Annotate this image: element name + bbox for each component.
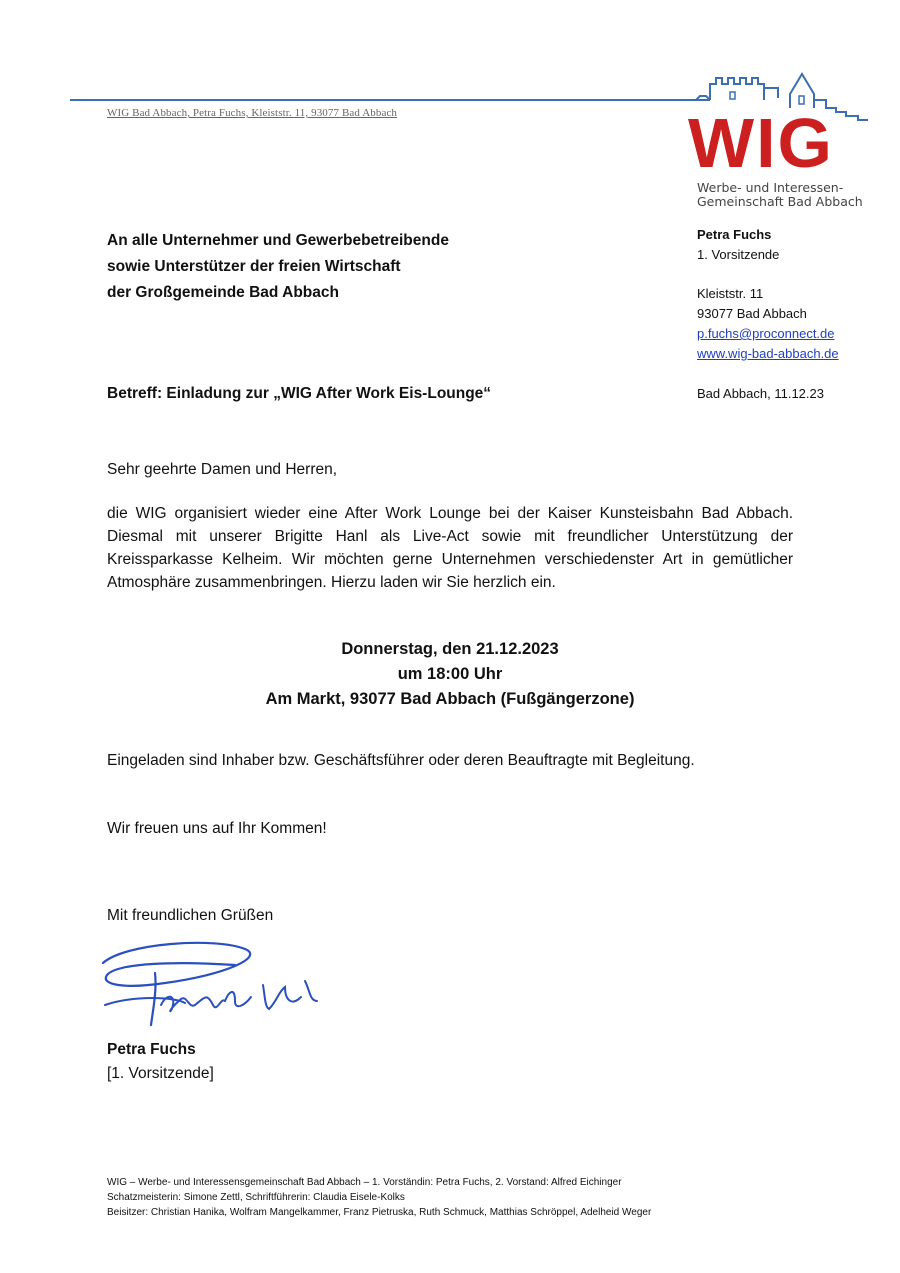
event-place: Am Markt, 93077 Bad Abbach (Fußgängerzone)	[265, 690, 635, 708]
logo-subtitle-line-1: Werbe- und Interessen-	[697, 180, 844, 195]
logo-subtitle-line-2: Gemeinschaft Bad Abbach	[697, 194, 863, 209]
sender-name: Petra Fuchs	[697, 227, 772, 242]
recipient-line-3: der Großgemeinde Bad Abbach	[107, 284, 339, 301]
greeting: Mit freundlichen Grüßen	[107, 907, 274, 924]
event-date: Donnerstag, den 21.12.2023	[341, 640, 559, 658]
footer-line-2: Schatzmeisterin: Simone Zettl, Schriftführerin: Claudia Eisele-Kolks	[107, 1192, 405, 1203]
invited-note: Eingeladen sind Inhaber bzw. Geschäftsführer oder deren Beauftragte mit Begleitung.	[107, 752, 695, 769]
footer-line-3: Beisitzer: Christian Hanika, Wolfram Mangelkammer, Franz Pietruska, Ruth Schmuck, Matthias Schröppel, Adelheid Weger	[107, 1207, 652, 1218]
sender-website-link[interactable]: www.wig-bad-abbach.de	[697, 346, 839, 361]
sender-return-address: WIG Bad Abbach, Petra Fuchs, Kleiststr. 11, 93077 Bad Abbach	[107, 107, 398, 119]
recipient-line-1: An alle Unternehmer und Gewerbebetreibende	[107, 232, 449, 249]
wig-logo-subtitle	[697, 181, 863, 209]
event-details	[107, 637, 793, 712]
sender-street: Kleiststr. 11	[697, 286, 764, 301]
sender-role: 1. Vorsitzende	[697, 247, 780, 262]
recipient-block	[107, 228, 449, 306]
signature-role: [1. Vorsitzende]	[107, 1065, 214, 1082]
handwritten-signature	[95, 935, 350, 1035]
sender-city: 93077 Bad Abbach	[697, 306, 807, 321]
recipient-line-2: sowie Unterstützer der freien Wirtschaft	[107, 258, 401, 275]
body-paragraph: die WIG organisiert wieder eine After Work Lounge bei der Kaiser Kunsteisbahn Bad Abbach. Diesmal mit unserer Brigitte Hanl als Live-Act sowie mit freundlicher Unterstützung der Kreissparkasse Kelheim. Wir möchten gerne Unternehmen verschiedenster Art in gemütlicher Atmosphäre zusammenbringen. Hierzu laden wir Sie herzlich ein.	[107, 505, 793, 591]
sender-info-block	[697, 225, 839, 364]
letter-footer	[107, 1175, 651, 1220]
footer-line-1: WIG – Werbe- und Interessensgemeinschaft Bad Abbach – 1. Vorständin: Petra Fuchs, 2. Vorstand: Alfred Eichinger	[107, 1177, 622, 1188]
closing-line: Wir freuen uns auf Ihr Kommen!	[107, 820, 327, 837]
signature-name: Petra Fuchs	[107, 1041, 196, 1058]
letter-subject: Betreff: Einladung zur „WIG After Work Eis-Lounge“	[107, 385, 492, 402]
header-rule	[70, 99, 710, 101]
sender-email-link[interactable]: p.fuchs@proconnect.de	[697, 326, 835, 341]
letter-date: Bad Abbach, 11.12.23	[697, 386, 824, 401]
salutation: Sehr geehrte Damen und Herren,	[107, 461, 338, 478]
event-time: um 18:00 Uhr	[397, 665, 503, 683]
wig-logo-wordmark: WIG	[688, 104, 834, 182]
